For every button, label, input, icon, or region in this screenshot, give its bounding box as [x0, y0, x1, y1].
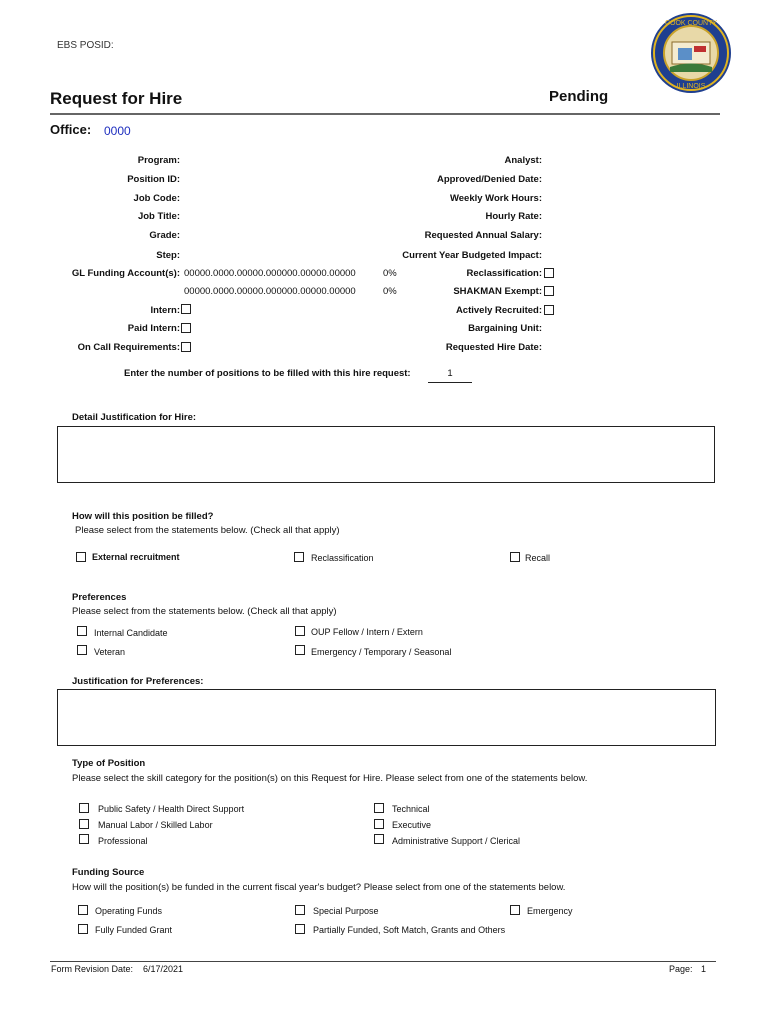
emergency-temporary-label: Emergency / Temporary / Seasonal: [311, 647, 452, 657]
justification-label: Detail Justification for Hire:: [72, 412, 197, 423]
justification-textarea[interactable]: [57, 426, 715, 483]
special-purpose-checkbox[interactable]: [295, 905, 305, 915]
office-label: Office:: [50, 122, 92, 137]
positions-label: Enter the number of positions to be filled with this hire request:: [124, 368, 411, 379]
gl-pct-1[interactable]: 0%: [383, 268, 397, 279]
technical-label: Technical: [392, 804, 430, 814]
internal-candidate-checkbox[interactable]: [77, 626, 87, 636]
funding-title: Funding Source: [72, 867, 145, 878]
paid-intern-checkbox[interactable]: [181, 323, 191, 333]
grade-label: Grade:: [149, 230, 180, 241]
manual-labor-label: Manual Labor / Skilled Labor: [98, 820, 213, 830]
gl-funding-label: GL Funding Account(s):: [71, 268, 180, 279]
preferences-title: Preferences: [72, 592, 127, 603]
intern-label: Intern:: [150, 305, 180, 316]
gl-pct-2[interactable]: 0%: [383, 286, 397, 297]
funding-instructions: How will the position(s) be funded in the current fiscal year's budget? Please select from one of the statements below.: [72, 882, 566, 893]
fill-title: How will this position be filled?: [72, 511, 214, 522]
emergency-checkbox[interactable]: [510, 905, 520, 915]
revision-date-label: Form Revision Date:: [51, 964, 134, 974]
bargaining-unit-label: Bargaining Unit:: [468, 323, 542, 334]
public-safety-label: Public Safety / Health Direct Support: [98, 804, 245, 814]
page-title: Request for Hire: [50, 89, 183, 108]
reclassification-label: Reclassification:: [466, 268, 542, 279]
job-code-label: Job Code:: [133, 193, 180, 204]
budget-impact-label: Current Year Budgeted Impact:: [402, 250, 542, 261]
position-id-label: Position ID:: [127, 174, 180, 185]
emergency-label: Emergency: [527, 906, 573, 916]
reclassification-checkbox[interactable]: [544, 268, 554, 278]
intern-checkbox[interactable]: [181, 304, 191, 314]
special-purpose-label: Special Purpose: [313, 906, 379, 916]
professional-label: Professional: [98, 836, 148, 846]
footer-divider: [50, 961, 716, 962]
svg-text:ILLINOIS: ILLINOIS: [676, 83, 706, 90]
shakman-label: SHAKMAN Exempt:: [453, 286, 542, 297]
public-safety-checkbox[interactable]: [79, 803, 89, 813]
executive-label: Executive: [392, 820, 432, 830]
manual-labor-checkbox[interactable]: [79, 819, 89, 829]
operating-funds-label: Operating Funds: [95, 906, 163, 916]
partially-funded-label: Partially Funded, Soft Match, Grants and Others: [313, 925, 506, 935]
fill-instructions: Please select from the statements below. (Check all that apply): [75, 525, 340, 536]
pref-justification-label: Justification for Preferences:: [72, 676, 204, 687]
hourly-rate-label: Hourly Rate:: [485, 211, 542, 222]
veteran-checkbox[interactable]: [77, 645, 87, 655]
office-value[interactable]: 0000: [104, 124, 131, 138]
partially-funded-checkbox[interactable]: [295, 924, 305, 934]
administrative-checkbox[interactable]: [374, 834, 384, 844]
fully-funded-grant-checkbox[interactable]: [78, 924, 88, 934]
page-label: Page:: [669, 964, 693, 974]
hire-date-label: Requested Hire Date:: [445, 342, 542, 353]
program-label: Program:: [137, 155, 180, 166]
executive-checkbox[interactable]: [374, 819, 384, 829]
positions-count-field[interactable]: 1: [428, 368, 472, 383]
actively-recruited-checkbox[interactable]: [544, 305, 554, 315]
shakman-checkbox[interactable]: [544, 286, 554, 296]
reclassification-fill-label: Reclassification: [311, 553, 374, 563]
external-recruitment-label: External recruitment: [92, 552, 180, 562]
emergency-temporary-checkbox[interactable]: [295, 645, 305, 655]
professional-checkbox[interactable]: [79, 834, 89, 844]
pref-justification-textarea[interactable]: [57, 689, 716, 746]
oup-fellow-label: OUP Fellow / Intern / Extern: [311, 627, 423, 637]
type-instructions: Please select the skill category for the position(s) on this Request for Hire. Please select from one of the statements below.: [72, 773, 588, 784]
page-number: 1: [701, 964, 707, 974]
status-badge: Pending: [549, 88, 609, 105]
operating-funds-checkbox[interactable]: [78, 905, 88, 915]
county-seal-icon: [650, 12, 732, 94]
analyst-label: Analyst:: [504, 155, 542, 166]
header-divider: [50, 113, 720, 115]
on-call-checkbox[interactable]: [181, 342, 191, 352]
reclassification-fill-checkbox[interactable]: [294, 552, 304, 562]
recall-label: Recall: [525, 553, 551, 563]
ebs-posid-label: EBS POSID:: [57, 40, 114, 51]
paid-intern-label: Paid Intern:: [127, 323, 180, 334]
gl-account-1[interactable]: 00000.0000.00000.000000.00000.00000: [184, 268, 356, 279]
oup-fellow-checkbox[interactable]: [295, 626, 305, 636]
external-recruitment-checkbox[interactable]: [76, 552, 86, 562]
technical-checkbox[interactable]: [374, 803, 384, 813]
svg-text:COOK COUNTY: COOK COUNTY: [664, 20, 718, 27]
step-label: Step:: [156, 250, 180, 261]
on-call-label: On Call Requirements:: [77, 342, 180, 353]
annual-salary-label: Requested Annual Salary:: [424, 230, 542, 241]
approved-denied-label: Approved/Denied Date:: [436, 174, 542, 185]
preferences-instructions: Please select from the statements below. (Check all that apply): [72, 606, 337, 617]
gl-account-2[interactable]: 00000.0000.00000.000000.00000.00000: [184, 286, 356, 297]
recall-checkbox[interactable]: [510, 552, 520, 562]
job-title-label: Job Title:: [137, 211, 180, 222]
weekly-hours-label: Weekly Work Hours:: [449, 193, 542, 204]
type-title: Type of Position: [72, 758, 146, 769]
fully-funded-grant-label: Fully Funded Grant: [95, 925, 173, 935]
veteran-label: Veteran: [94, 647, 126, 657]
revision-date-value: 6/17/2021: [143, 964, 184, 974]
administrative-label: Administrative Support / Clerical: [392, 836, 521, 846]
actively-recruited-label: Actively Recruited:: [455, 305, 542, 316]
internal-candidate-label: Internal Candidate: [94, 628, 168, 638]
